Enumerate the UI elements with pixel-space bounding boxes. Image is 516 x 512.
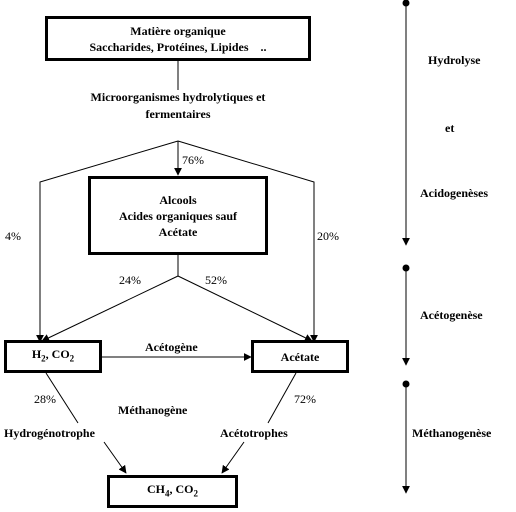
organic-matter-title: Matière organique bbox=[130, 23, 226, 38]
percent-52: 52% bbox=[205, 273, 227, 287]
percent-4: 4% bbox=[5, 229, 21, 243]
arrow-acetotrophes-to-ch4 bbox=[222, 442, 244, 473]
organic-acids-line: Acides organiques sauf bbox=[118, 208, 237, 223]
percent-76: 76% bbox=[182, 153, 204, 167]
percent-24: 24% bbox=[119, 273, 141, 287]
phase-acidogeneses: Acidogenèses bbox=[420, 186, 488, 200]
percent-28: 28% bbox=[34, 392, 56, 406]
alcohols-line: Alcools bbox=[159, 192, 197, 207]
percent-20: 20% bbox=[317, 229, 339, 243]
phase-et: et bbox=[445, 121, 455, 135]
acetotrophes-label: Acétotrophes bbox=[220, 426, 288, 440]
acetate-exception-line: Acétate bbox=[158, 224, 198, 239]
organic-matter-box bbox=[45, 16, 311, 61]
arrow-hydrogenotrophe-to-ch4 bbox=[104, 442, 126, 473]
phase-dot-acetogenese bbox=[403, 265, 410, 272]
acetate-box bbox=[251, 340, 349, 373]
phase-dot-methanogenese bbox=[403, 381, 410, 388]
arrow-52-percent bbox=[178, 276, 312, 341]
arrow-24-percent bbox=[42, 276, 178, 341]
acetogene-label: Acétogène bbox=[145, 340, 198, 354]
phase-hydrolyse: Hydrolyse bbox=[428, 53, 481, 67]
h2-co2-box bbox=[4, 340, 102, 373]
ch4-co2-label: $CH_4$, $CO_2$ bbox=[147, 482, 198, 499]
methanogene-label: Méthanogène bbox=[118, 403, 188, 417]
phase-acetogenese: Acétogenèse bbox=[420, 308, 483, 322]
phase-dot-hydrolyse bbox=[403, 0, 410, 7]
phase-methanogenese: Méthanogenèse bbox=[412, 426, 492, 440]
acetate-label: Acétate bbox=[280, 349, 320, 364]
h2-co2-label: $H_2$, $CO_2$ bbox=[31, 347, 75, 364]
alcohols-acids-box bbox=[88, 176, 268, 255]
microorganisms-label: Microorganismes hydrolytiques et fermentaires bbox=[90, 90, 266, 121]
organic-matter-components: Saccharides, Protéines, Lipides .. bbox=[89, 39, 267, 54]
ch4-co2-box bbox=[107, 475, 238, 508]
percent-72: 72% bbox=[294, 392, 316, 406]
line-acetate-to-acetotrophes bbox=[268, 373, 296, 423]
hydrogenotrophe-label: Hydrogénotrophe bbox=[4, 426, 95, 440]
